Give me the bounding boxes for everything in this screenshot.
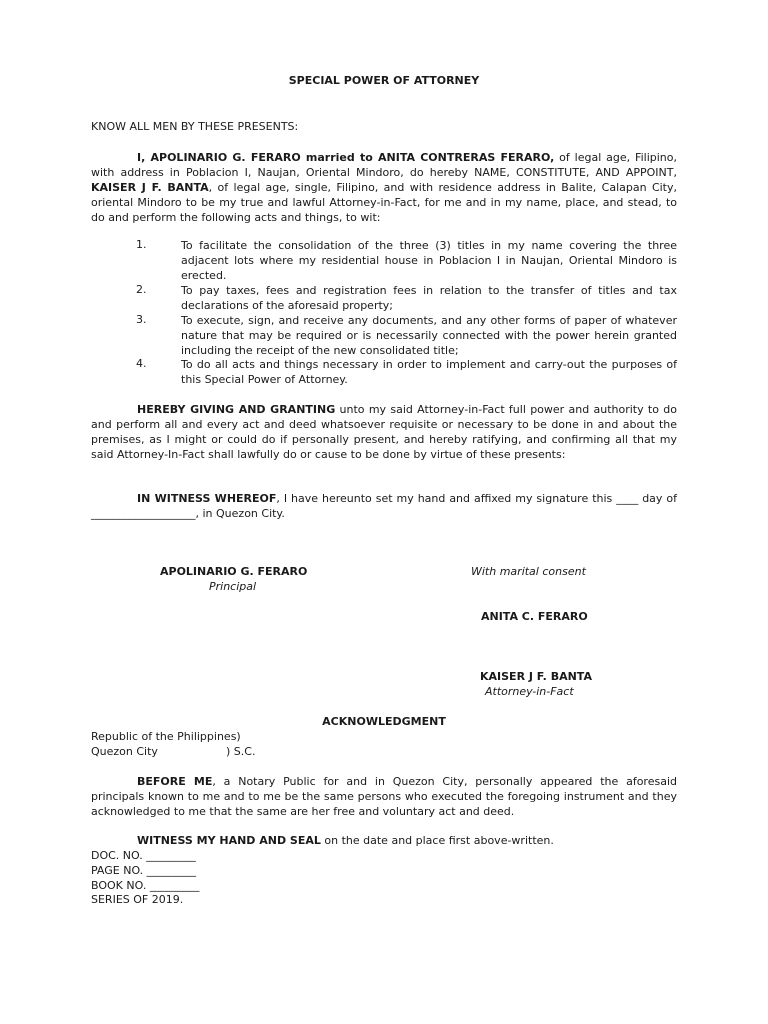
- intro-tail: , of legal age, single, Filipino, and with residence address in Balite, Calapan City, oriental Mindoro to be my true and lawful Attorney-in-Fact, for me and in my name, place, and stead, to do and perform the following acts and things, to wit:: [91, 181, 678, 224]
- series-year: SERIES OF 2019.: [91, 893, 184, 906]
- seal-line: [137, 833, 554, 848]
- before-me-bold: BEFORE ME: [137, 775, 213, 788]
- granting-text: unto my said Attorney-in-Fact full power and authority to do and perform all and every act and deed whatsoever requisite or necessary to be done in and about the premises, as I might or could do if personally present, and hereby ratifying, and confirming all that my said Attorney-In-Fact shall lawfully do or cause to be done by virtue of these presents:: [91, 403, 677, 461]
- list-item-number: 3.: [136, 313, 147, 326]
- principal-role: Principal: [209, 580, 257, 593]
- document-title: SPECIAL POWER OF ATTORNEY: [288, 74, 480, 87]
- list-item-text: To pay taxes, fees and registration fees in relation to the transfer of titles and tax declarations of the aforesaid property;: [181, 284, 677, 312]
- salutation: KNOW ALL MEN BY THESE PRESENTS:: [91, 120, 299, 133]
- spouse-name: ANITA C. FERARO: [481, 610, 588, 623]
- agent-name: KAISER J F. BANTA: [480, 670, 592, 683]
- list-item-text: To execute, sign, and receive any documents, and any other forms of paper of whatever nature that may be required or is necessarily connected with the power herein granted including the receipt of the new consolidated title;: [181, 314, 677, 357]
- seal-text: on the date and place first above-written.: [320, 834, 554, 847]
- before-me-text: , a Notary Public for and in Quezon City, personally appeared the aforesaid principals known to me and to me be the same persons who executed the foregoing instrument and they acknowledged to me that the same are her free and voluntary act and deed.: [91, 775, 677, 818]
- marital-consent-label: With marital consent: [471, 565, 586, 578]
- list-item-number: 1.: [136, 238, 147, 251]
- seal-bold: WITNESS MY HAND AND SEAL: [137, 834, 321, 847]
- page-number: PAGE NO. _________: [91, 864, 197, 877]
- witness-paragraph: [91, 491, 677, 521]
- granting-bold: HEREBY GIVING AND GRANTING: [137, 403, 336, 416]
- witness-bold: IN WITNESS WHEREOF: [137, 492, 277, 505]
- list-item-text: To do all acts and things necessary in order to implement and carry-out the purposes of this Special Power of Attorney.: [181, 358, 677, 386]
- venue-line-1: Republic of the Philippines): [91, 730, 241, 743]
- list-item-number: 4.: [136, 357, 147, 370]
- granting-paragraph: [91, 402, 677, 462]
- venue-city: Quezon City: [91, 745, 158, 758]
- witness-text: , I have hereunto set my hand and affixed my signature this ____ day of ___________________, in Quezon City.: [91, 492, 677, 520]
- list-item-text: To facilitate the consolidation of the three (3) titles in my name covering the three adjacent lots where my residential house in Poblacion I in Naujan, Oriental Mindoro is erected.: [181, 239, 677, 282]
- intro-text: of legal age, Filipino, with address in Poblacion I, Naujan, Oriental Mindoro, do hereby NAME, CONSTITUTE, AND APPOINT,: [91, 151, 677, 179]
- agent-role: Attorney-in-Fact: [485, 685, 574, 698]
- before-me-paragraph: [91, 774, 677, 819]
- principal-name: APOLINARIO G. FERARO: [160, 565, 308, 578]
- doc-number: DOC. NO. _________: [91, 849, 196, 862]
- venue-sc: ) S.C.: [226, 745, 256, 758]
- acknowledgment-title: ACKNOWLEDGMENT: [322, 715, 446, 728]
- intro-paragraph: [91, 150, 677, 225]
- list-item-number: 2.: [136, 283, 147, 296]
- intro-principal-bold: I, APOLINARIO G. FERARO married to ANITA CONTRERAS FERARO,: [137, 151, 555, 164]
- intro-agent-bold: KAISER J F. BANTA: [91, 181, 209, 194]
- book-number: BOOK NO. _________: [91, 879, 200, 892]
